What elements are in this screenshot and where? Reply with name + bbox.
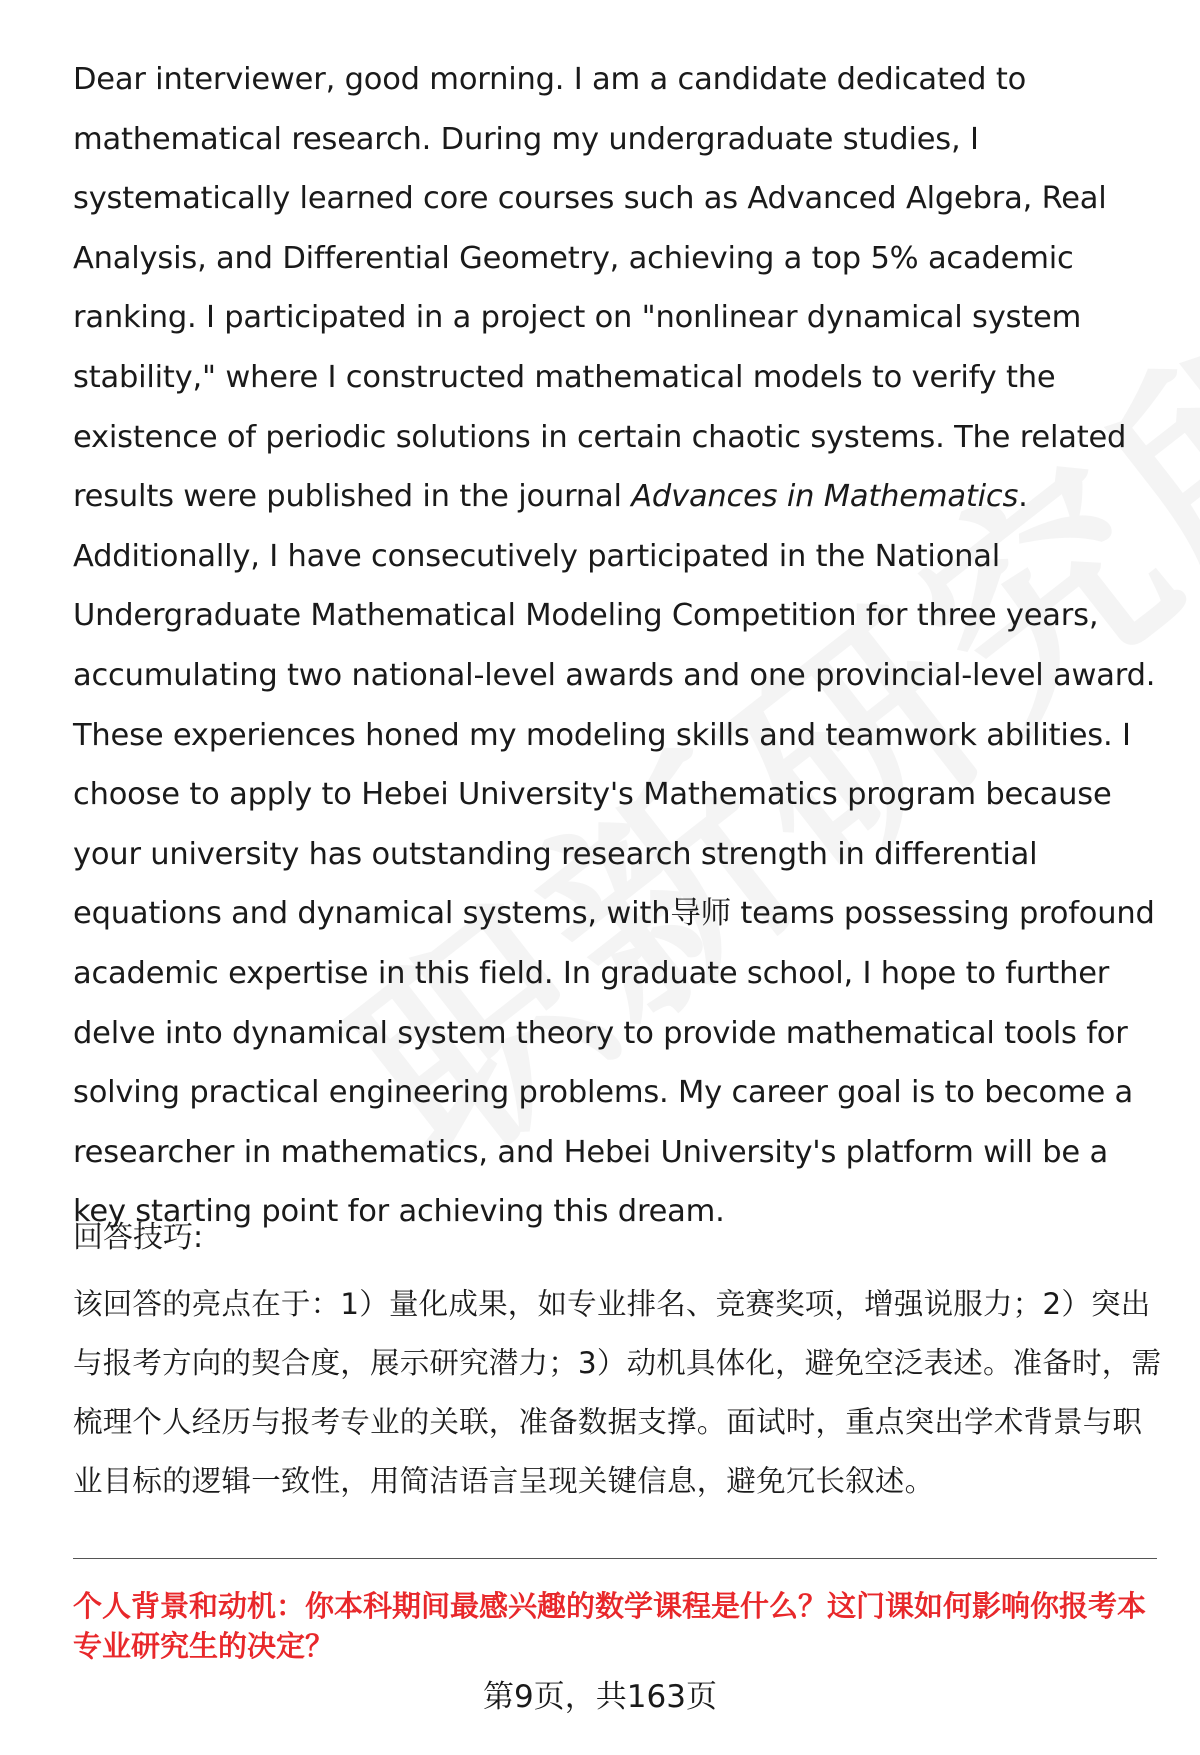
journal-title: Advances in Mathematics: [631, 479, 1019, 515]
answer-text-part2: . Additionally, I have consecutively participated in the National Undergraduate Mathematical Modeling Competition for three years, accumulating two national-level awards and one provincial-level award. These experiences honed my modeling skills and teamwork abilities. I choose to apply to Hebei University's Mathematics program because your university has outstanding research strength in differential equations and dynamical systems, with导师 teams possessing profound academic expertise in this field. In graduate school, I hope to further delve into dynamical system theory to provide mathematical tools for solving practical engineering problems. My career goal is to become a researcher in mathematics, and Hebei University's platform will be a key starting point for achieving this dream.: [73, 479, 1156, 1230]
answer-text-part1: Dear interviewer, good morning. I am a candidate dedicated to mathematical research. During my undergraduate studies, I systematically learned core courses such as Advanced Algebra, Real Analysis, and Differential Geometry, achieving a top 5% academic ranking. I participated in a project on "nonlinear dynamical system stability," where I constructed mathematical models to verify the existence of periodic solutions in certain chaotic systems. The related results were published in the journal: [73, 62, 1127, 515]
answer-section: [73, 50, 1158, 1242]
page-number: 第9页，共163页: [483, 1679, 717, 1715]
next-question: 个人背景和动机：你本科期间最感兴趣的数学课程是什么？这门课如何影响你报考本专业研究生的决定？: [73, 1589, 1147, 1663]
tips-body: 该回答的亮点在于：1）量化成果，如专业排名、竞赛奖项，增强说服力；2）突出与报考方向的契合度，展示研究潜力；3）动机具体化，避免空泛表述。准备时，需梳理个人经历与报考专业的关联，准备数据支撑。面试时，重点突出学术背景与职业目标的逻辑一致性，用简洁语言呈现关键信息，避免冗长叙述。: [73, 1287, 1162, 1498]
answer-paragraph: [73, 50, 1158, 1242]
tips-heading: 回答技巧:: [73, 1220, 204, 1255]
section-divider: [73, 1558, 1157, 1559]
